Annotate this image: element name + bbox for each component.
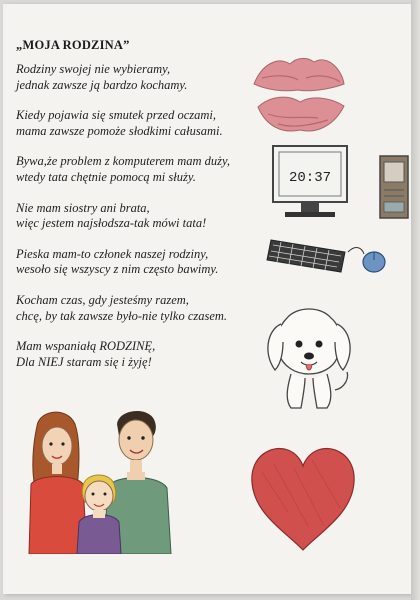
mouse-drawing xyxy=(346,242,390,276)
stanza xyxy=(16,339,256,370)
clock-text: 20:37 xyxy=(288,170,332,186)
paper-edge xyxy=(411,0,420,600)
poem-line: Pieska mam-to członek naszej rodziny, xyxy=(16,246,209,261)
poem-line: Kiedy pojawia się smutek przed oczami, xyxy=(16,108,216,123)
dog-drawing xyxy=(261,304,357,416)
poem-title: „MOJA RODZINA” xyxy=(16,38,130,52)
poem-line: wesoło się wszyscy z nim często bawimy. xyxy=(16,262,219,277)
stanza xyxy=(16,62,256,93)
keyboard-drawing xyxy=(265,236,349,276)
poem-line: mama zawsze pomoże słodkimi całusami. xyxy=(16,123,223,138)
poem-line: Kocham czas, gdy jesteśmy razem, xyxy=(16,292,189,307)
poem-line: Mam wspaniałą RODZINĘ, xyxy=(16,339,156,354)
monitor-drawing xyxy=(271,144,353,226)
poem-line: jednak zawsze ją bardzo kochamy. xyxy=(16,77,188,92)
lips-drawing xyxy=(248,44,348,139)
poem-line: chcę, by tak zawsze było-nie tylko czasem. xyxy=(16,308,228,323)
heart-drawing xyxy=(248,442,358,554)
paper-sheet xyxy=(3,4,411,594)
poem-line: Dla NIEJ staram się i żyję! xyxy=(16,354,152,369)
computer-tower-drawing xyxy=(378,154,411,220)
poem-line: wtedy tata chętnie pomocą mi służy. xyxy=(16,169,196,184)
poem-body xyxy=(16,62,256,385)
poem-line: Rodziny swojej nie wybieramy, xyxy=(16,62,171,76)
stanza xyxy=(16,154,256,185)
family-drawing xyxy=(21,404,191,554)
stanza xyxy=(16,247,256,278)
poem-line: Bywa,że problem z komputerem mam duży, xyxy=(16,154,230,169)
poem-line: więc jestem najsłodsza-tak mówi tata! xyxy=(16,216,207,231)
stanza xyxy=(16,108,256,139)
stanza xyxy=(16,201,256,232)
stanza xyxy=(16,293,256,324)
poem-line: Nie mam siostry ani brata, xyxy=(16,200,150,215)
